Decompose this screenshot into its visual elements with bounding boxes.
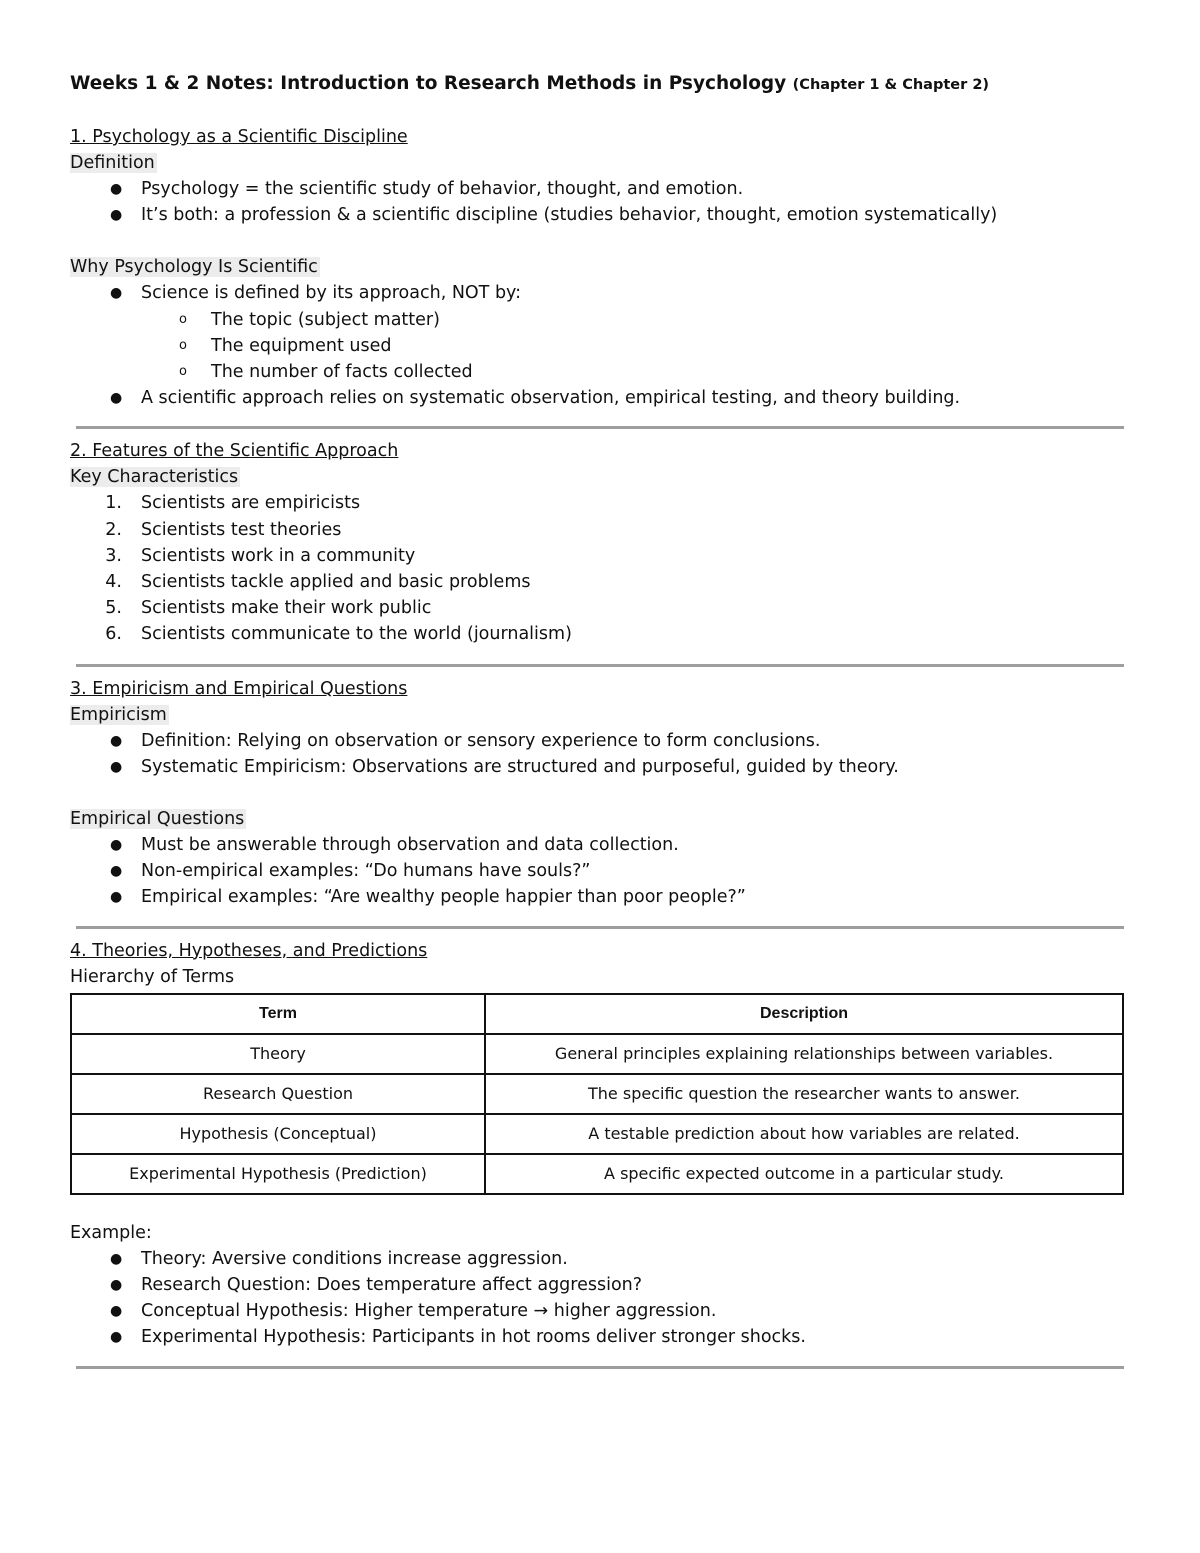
description-cell: General principles explaining relationships between variables.	[485, 1034, 1123, 1074]
sub-list-item: o The number of facts collected	[70, 359, 1124, 385]
list-item: ● Research Question: Does temperature affect aggression?	[70, 1272, 1124, 1298]
empiricism-list	[70, 728, 1124, 780]
list-item: 5. Scientists make their work public	[105, 598, 432, 619]
table-row	[71, 1074, 1123, 1114]
section-divider	[76, 926, 1124, 929]
bullet-icon: ●	[110, 1329, 123, 1346]
definition-label: Definition	[70, 153, 155, 173]
circle-bullet-icon: o	[179, 337, 187, 353]
page-title	[70, 71, 1124, 98]
table-row	[71, 1114, 1123, 1154]
bullet-icon: ●	[110, 837, 123, 854]
list-item: 4. Scientists tackle applied and basic problems	[105, 572, 531, 593]
why-scientific-list	[70, 280, 1124, 411]
empirical-questions-list	[70, 832, 1124, 911]
description-cell: A specific expected outcome in a particular study.	[485, 1154, 1123, 1194]
bullet-icon: ●	[110, 181, 123, 197]
column-header-term: Term	[71, 994, 485, 1034]
bullet-icon: ●	[110, 732, 123, 749]
list-item: ● A scientific approach relies on systematic observation, empirical testing, and theory building.	[70, 385, 1124, 411]
list-item: ● Psychology = the scientific study of behavior, thought, and emotion.	[70, 176, 1124, 202]
title-main: Weeks 1 & 2 Notes: Introduction to Research Methods in Psychology	[70, 73, 787, 94]
term-cell: Research Question	[71, 1074, 485, 1114]
bullet-icon: ●	[110, 889, 123, 906]
definition-list	[70, 176, 1124, 228]
bullet-icon: ●	[110, 207, 123, 224]
list-item: ● Must be answerable through observation and data collection.	[70, 832, 1124, 858]
bullet-icon: ●	[110, 1276, 123, 1293]
list-item: ● Conceptual Hypothesis: Higher temperature → higher aggression.	[70, 1298, 1124, 1324]
column-header-description: Description	[485, 994, 1123, 1034]
terms-table	[70, 993, 1124, 1195]
list-item: 1. Scientists are empiricists	[105, 493, 361, 514]
list-item: ● Systematic Empiricism: Observations are structured and purposeful, guided by theory.	[70, 754, 1124, 780]
sub-list-item: o The topic (subject matter)	[70, 307, 1124, 333]
list-item: 2. Scientists test theories	[105, 519, 342, 540]
section-divider	[76, 426, 1124, 429]
table-header-row	[71, 994, 1123, 1034]
table-row	[71, 1034, 1123, 1074]
description-cell: The specific question the researcher wants to answer.	[485, 1074, 1123, 1114]
title-sub: (Chapter 1 & Chapter 2)	[792, 77, 990, 93]
list-item: ● Experimental Hypothesis: Participants in hot rooms deliver stronger shocks.	[70, 1324, 1124, 1350]
characteristics-list	[70, 490, 1124, 647]
list-item: 6. Scientists communicate to the world (journalism)	[105, 624, 572, 645]
table-row	[71, 1154, 1123, 1194]
bullet-icon: ●	[110, 758, 123, 775]
circle-bullet-icon: o	[179, 311, 187, 327]
description-cell: A testable prediction about how variables are related.	[485, 1114, 1123, 1154]
list-item: ● Non-empirical examples: “Do humans have souls?”	[70, 858, 1124, 884]
bullet-icon: ●	[110, 285, 123, 302]
empiricism-label: Empiricism	[70, 704, 167, 725]
bullet-icon: ●	[110, 1250, 123, 1267]
section-divider	[76, 1366, 1124, 1369]
section-1-heading: 1. Psychology as a Scientific Discipline	[70, 127, 408, 147]
list-item: ● Theory: Aversive conditions increase aggression.	[70, 1246, 1124, 1272]
term-cell: Experimental Hypothesis (Prediction)	[71, 1154, 485, 1194]
list-item: ● Definition: Relying on observation or sensory experience to form conclusions.	[70, 728, 1124, 754]
sub-list-item: o The equipment used	[70, 333, 1124, 359]
bullet-icon: ●	[110, 863, 123, 880]
list-item: ● Science is defined by its approach, NOT by:	[70, 280, 1124, 306]
term-cell: Hypothesis (Conceptual)	[71, 1114, 485, 1154]
list-item: ● It’s both: a profession & a scientific discipline (studies behavior, thought, emotion systematically)	[70, 202, 1124, 228]
bullet-icon: ●	[110, 390, 123, 407]
empirical-questions-label: Empirical Questions	[70, 809, 245, 830]
key-characteristics-label: Key Characteristics	[70, 467, 239, 488]
hierarchy-label: Hierarchy of Terms	[70, 966, 235, 987]
section-3-heading: 3. Empiricism and Empirical Questions	[70, 678, 408, 699]
list-item: ● Empirical examples: “Are wealthy people happier than poor people?”	[70, 884, 1124, 910]
bullet-icon: ●	[110, 1303, 123, 1320]
example-label: Example:	[70, 1222, 152, 1243]
section-4-heading: 4. Theories, Hypotheses, and Predictions	[70, 940, 428, 961]
section-2-heading: 2. Features of the Scientific Approach	[70, 441, 399, 462]
term-cell: Theory	[71, 1034, 485, 1074]
why-scientific-label: Why Psychology Is Scientific	[70, 257, 318, 278]
notes-page	[70, 70, 1124, 1369]
example-list	[70, 1246, 1124, 1351]
circle-bullet-icon: o	[179, 364, 187, 380]
section-divider	[76, 664, 1124, 667]
list-item: 3. Scientists work in a community	[105, 545, 416, 566]
